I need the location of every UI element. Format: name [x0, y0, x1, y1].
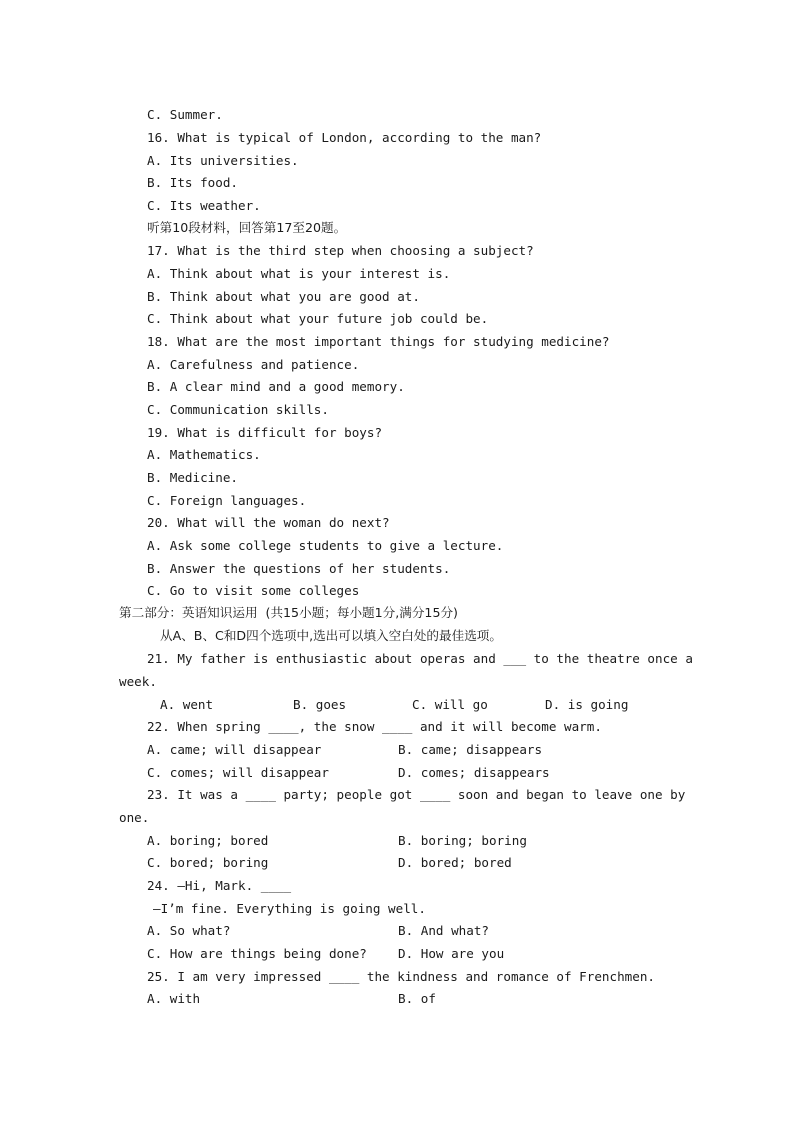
option-22c: C. comes; will disappear — [147, 765, 329, 780]
question-19: 19. What is difficult for boys? — [147, 425, 383, 440]
option-22b: B. came; disappears — [398, 742, 543, 757]
option-18b: B. A clear mind and a good memory. — [147, 379, 405, 394]
option-21c: C. will go — [412, 697, 488, 712]
option-25b: B. of — [398, 991, 436, 1006]
question-16: 16. What is typical of London, according to the man? — [147, 130, 542, 145]
option-17b: B. Think about what you are good at. — [147, 289, 420, 304]
option-19b: B. Medicine. — [147, 470, 238, 485]
question-18: 18. What are the most important things for studying medicine? — [147, 334, 610, 349]
part-two-instruction: 从A、B、C和D四个选项中,选出可以填入空白处的最佳选项。 — [160, 628, 502, 643]
option-18a: A. Carefulness and patience. — [147, 357, 360, 372]
option-18c: C. Communication skills. — [147, 402, 329, 417]
option-15c: C. Summer. — [147, 107, 223, 122]
question-21-continued: week. — [119, 674, 157, 689]
option-23c: C. bored; boring — [147, 855, 269, 870]
option-21b: B. goes — [293, 697, 347, 712]
option-19a: A. Mathematics. — [147, 447, 261, 462]
option-20c: C. Go to visit some colleges — [147, 583, 360, 598]
option-24d: D. How are you — [398, 946, 505, 961]
option-21a: A. went — [160, 697, 214, 712]
option-20b: B. Answer the questions of her students. — [147, 561, 451, 576]
section-instruction-10: 听第10段材料，回答第17至20题。 — [147, 220, 347, 235]
question-22: 22. When spring ____, the snow ____ and it will become warm. — [147, 719, 602, 734]
option-23b: B. boring; boring — [398, 833, 527, 848]
option-24c: C. How are things being done? — [147, 946, 367, 961]
option-20a: A. Ask some college students to give a lecture. — [147, 538, 504, 553]
option-16a: A. Its universities. — [147, 153, 299, 168]
part-two-heading: 第二部分：英语知识运用 (共15小题；每小题1分,满分15分) — [119, 605, 458, 620]
option-16b: B. Its food. — [147, 175, 238, 190]
option-16c: C. Its weather. — [147, 198, 261, 213]
question-21: 21. My father is enthusiastic about operas and ___ to the theatre once a — [147, 651, 693, 666]
option-25a: A. with — [147, 991, 201, 1006]
option-24b: B. And what? — [398, 923, 489, 938]
question-17: 17. What is the third step when choosing a subject? — [147, 243, 534, 258]
question-20: 20. What will the woman do next? — [147, 515, 390, 530]
option-23d: D. bored; bored — [398, 855, 512, 870]
question-24-response: —I’m fine. Everything is going well. — [153, 901, 426, 916]
question-25: 25. I am very impressed ____ the kindness and romance of Frenchmen. — [147, 969, 655, 984]
option-22a: A. came; will disappear — [147, 742, 322, 757]
option-24a: A. So what? — [147, 923, 231, 938]
question-23-continued: one. — [119, 810, 150, 825]
option-23a: A. boring; bored — [147, 833, 269, 848]
question-23: 23. It was a ____ party; people got ____ soon and began to leave one by — [147, 787, 686, 802]
question-24: 24. —Hi, Mark. ____ — [147, 878, 292, 893]
option-17a: A. Think about what is your interest is. — [147, 266, 451, 281]
option-22d: D. comes; disappears — [398, 765, 550, 780]
option-19c: C. Foreign languages. — [147, 493, 307, 508]
option-17c: C. Think about what your future job could be. — [147, 311, 489, 326]
option-21d: D. is going — [545, 697, 629, 712]
